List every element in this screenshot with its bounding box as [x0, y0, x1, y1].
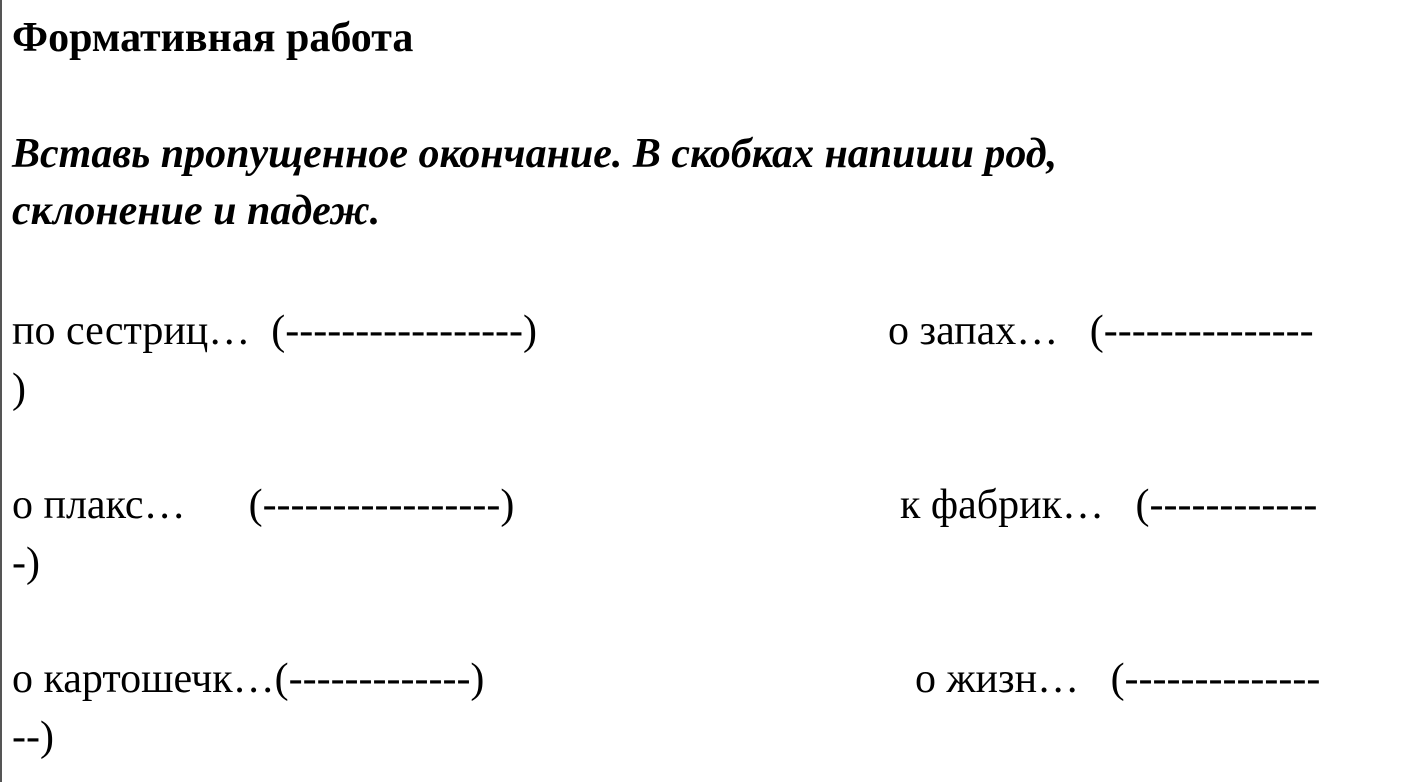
page-left-border	[0, 0, 2, 782]
exercise-3-wrap: --)	[12, 714, 54, 760]
instruction-line-2: склонение и падеж.	[12, 188, 381, 234]
exercise-1-left: по сестриц… (-----------------)	[12, 308, 538, 354]
exercise-3-left: о картошечк…(-------------)	[12, 656, 485, 702]
instruction-line-1: Вставь пропущенное окончание. В скобках напиши род,	[12, 131, 1058, 177]
exercise-2-left: о плакс… (-----------------)	[12, 482, 515, 528]
exercise-1-right: о запах… (---------------	[888, 308, 1314, 354]
exercise-2-wrap: -)	[12, 540, 40, 586]
document-title: Формативная работа	[12, 15, 414, 61]
exercise-3-right: о жизн… (--------------	[915, 656, 1321, 702]
exercise-1-wrap: )	[12, 366, 26, 412]
exercise-2-right: к фабрик… (------------	[900, 482, 1318, 528]
